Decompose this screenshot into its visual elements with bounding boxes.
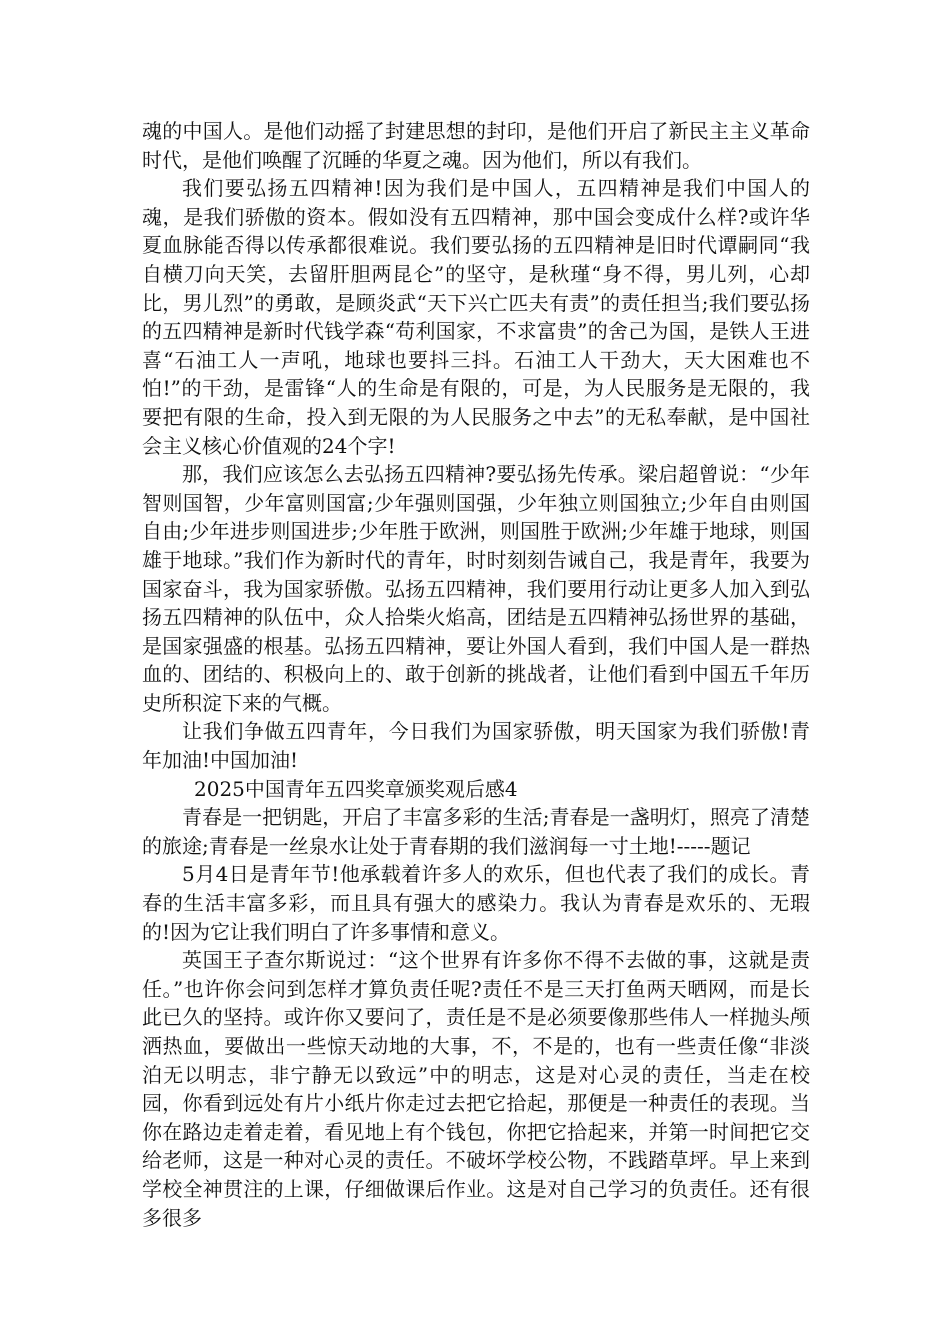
- paragraph-youth-day: 5月4日是青年节!他承载着许多人的欢乐，但也代表了我们的成长。青春的生活丰富多彩，而且具有强大的感染力。我认为青春是欢乐的、无瑕的!因为它让我们明白了许多事情和意义。: [142, 862, 810, 944]
- paragraph-epigraph: 青春是一把钥匙，开启了丰富多彩的生活;青春是一盏明灯，照亮了清楚的旅途;青春是一丝泉水让处于青春期的我们滋润每一寸土地!-----题记: [142, 805, 810, 858]
- document-page: [142, 117, 810, 1232]
- paragraph-how-to-promote: 那，我们应该怎么去弘扬五四精神?要弘扬先传承。梁启超曾说：“少年智则国智，少年富则国富;少年强则国强，少年独立则国独立;少年自由则国自由;少年进步则国进步;少年胜于欧洲，则国胜于欧洲;少年雄于地球，则国雄于地球。”我们作为新时代的青年，时时刻刻告诫自己，我是青年，我要为国家奋斗，我为国家骄傲。弘扬五四精神，我们要用行动让更多人加入到弘扬五四精神的队伍中，众人拾柴火焰高，团结是五四精神弘扬世界的基础，是国家强盛的根基。弘扬五四精神，要让外国人看到，我们中国人是一群热血的、团结的、积极向上的、敢于创新的挑战者，让他们看到中国五千年历史所积淀下来的气概。: [142, 462, 810, 715]
- paragraph-responsibility: 英国王子查尔斯说过：“这个世界有许多你不得不去做的事，这就是责任。”也许你会问到怎样才算负责任呢?责任不是三天打鱼两天晒网，而是长此已久的坚持。或许你又要问了，责任是不是必须要像那些伟人一样抛头颅洒热血，要做出一些惊天动地的大事，不，不是的，也有一些责任像“非淡泊无以明志，非宁静无以致远”中的明志，这是对心灵的责任，当走在校园，你看到远处有片小纸片你走过去把它拾起，那便是一种责任的表现。当你在路边走着走着，看见地上有个钱包，你把它拾起来，并第一时间把它交给老师，这是一种对心灵的责任。不破坏学校公物，不践踏草坪。早上来到学校全神贯注的上课，仔细做课后作业。这是对自己学习的负责任。还有很多很多: [142, 948, 810, 1230]
- section-heading: 2025中国青年五四奖章颁奖观后感4: [194, 776, 518, 801]
- paragraph-call-to-action: 让我们争做五四青年，今日我们为国家骄傲，明天国家为我们骄傲!青年加油!中国加油!: [142, 719, 810, 773]
- paragraph-promote-spirit: 我们要弘扬五四精神!因为我们是中国人，五四精神是我们中国人的魂，是我们骄傲的资本。假如没有五四精神，那中国会变成什么样?或许华夏血脉能否得以传承都很难说。我们要弘扬的五四精神是旧时代谭嗣同“我自横刀向天笑，去留肝胆两昆仑”的坚守，是秋瑾“身不得，男儿列，心却比，男儿烈”的勇敢，是顾炎武“天下兴亡匹夫有责”的责任担当;我们要弘扬的五四精神是新时代钱学森“苟利国家，不求富贵”的舍己为国，是铁人王进喜“石油工人一声吼，地球也要抖三抖。石油工人干劲大，天大困难也不怕!”的干劲，是雷锋“人的生命是有限的，可是，为人民服务是无限的，我要把有限的生命，投入到无限的为人民服务之中去”的无私奉献，是中国社会主义核心价值观的24个字!: [142, 176, 810, 458]
- paragraph-intro-continuation: 魂的中国人。是他们动摇了封建思想的封印，是他们开启了新民主主义革命时代，是他们唤醒了沉睡的华夏之魂。因为他们，所以有我们。: [142, 119, 810, 172]
